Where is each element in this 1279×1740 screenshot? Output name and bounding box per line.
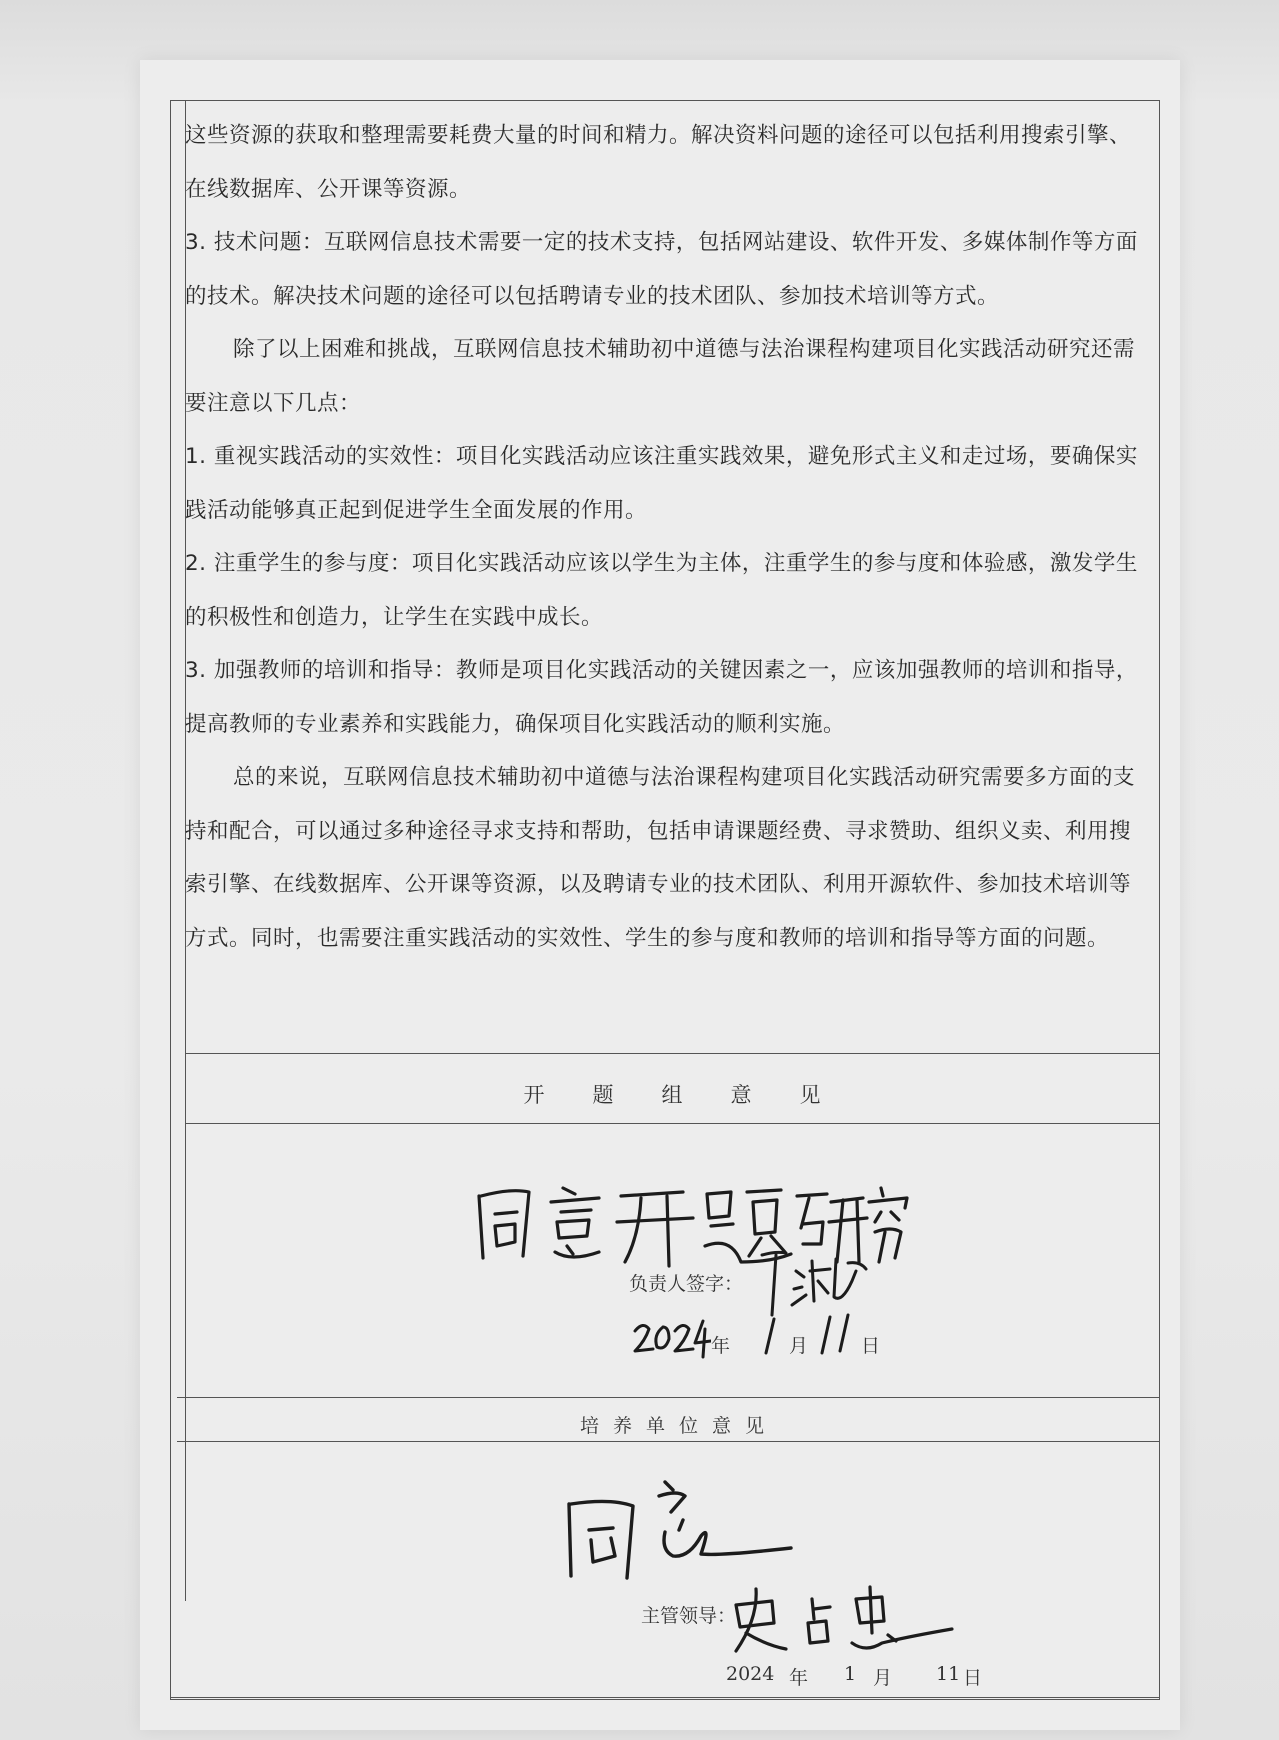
form-table bbox=[170, 100, 1160, 1700]
training-date-month: 1 bbox=[844, 1663, 857, 1685]
training-date-month-unit: 月 bbox=[873, 1667, 893, 1689]
training-date-year: 2024 bbox=[726, 1663, 775, 1685]
paragraph-6: 3. 加强教师的培训和指导：教师是项目化实践活动的关键因素之一，应该加强教师的培训和指导，提高教师的专业素养和实践能力，确保项目化实践活动的顺利实施。 bbox=[185, 658, 1138, 737]
paragraph-3: 除了以上困难和挑战，互联网信息技术辅助初中道德与法治课程构建项目化实践活动研究还需要注意以下几点： bbox=[185, 337, 1136, 416]
handwritten-opinion-training bbox=[561, 1476, 801, 1596]
opening-date-day-unit: 日 bbox=[861, 1335, 881, 1357]
divider-opening-header-top bbox=[185, 1053, 1159, 1054]
opening-date-day-handwritten bbox=[816, 1311, 856, 1357]
opening-date-year-handwritten bbox=[631, 1313, 711, 1359]
divider-opening-header-bottom bbox=[185, 1123, 1159, 1124]
opening-signer-label: 负责人签字： bbox=[629, 1273, 744, 1295]
opening-date-year-unit: 年 bbox=[711, 1335, 731, 1357]
training-date-day: 11 bbox=[936, 1663, 961, 1685]
divider-training-header-top bbox=[177, 1397, 1159, 1398]
opening-date-month-unit: 月 bbox=[789, 1335, 809, 1357]
paragraph-5: 2. 注重学生的参与度：项目化实践活动应该以学生为主体，注重学生的参与度和体验感，激发学生的积极性和创造力，让学生在实践中成长。 bbox=[185, 551, 1138, 630]
training-date-year-unit: 年 bbox=[789, 1667, 809, 1689]
paragraph-4: 1. 重视实践活动的实效性：项目化实践活动应该注重实践效果，避免形式主义和走过场，要确保实践活动能够真正起到促进学生全面发展的作用。 bbox=[185, 444, 1138, 523]
opening-signature bbox=[756, 1241, 876, 1321]
divider-training-header-bottom bbox=[177, 1441, 1159, 1442]
opening-group-header: 开题组意见 bbox=[523, 1083, 869, 1107]
training-signature bbox=[716, 1579, 956, 1659]
research-text-section bbox=[185, 109, 1145, 965]
table-bottom-border bbox=[171, 1697, 1159, 1698]
opening-date-month-handwritten bbox=[756, 1313, 786, 1357]
training-signer-label: 主管领导： bbox=[641, 1605, 737, 1627]
paragraph-1: 这些资源的获取和整理需要耗费大量的时间和精力。解决资料问题的途径可以包括利用搜索引擎、在线数据库、公开课等资源。 bbox=[185, 123, 1132, 202]
training-date-day-unit: 日 bbox=[963, 1667, 983, 1689]
training-unit-header: 培养单位意见 bbox=[579, 1415, 778, 1437]
paragraph-2: 3. 技术问题：互联网信息技术需要一定的技术支持，包括网站建设、软件开发、多媒体制作等方面的技术。解决技术问题的途径可以包括聘请专业的技术团队、参加技术培训等方式。 bbox=[185, 230, 1138, 309]
paragraph-7: 总的来说，互联网信息技术辅助初中道德与法治课程构建项目化实践活动研究需要多方面的支持和配合，可以通过多种途径寻求支持和帮助，包括申请课题经费、寻求赞助、组织义卖、利用搜索引擎、在线数据库、公开课等资源，以及聘请专业的技术团队、利用开源软件、参加技术培训等方式。同时，也需要注重实践活动的实效性、学生的参与度和教师的培训和指导等方面的问题。 bbox=[185, 765, 1136, 951]
